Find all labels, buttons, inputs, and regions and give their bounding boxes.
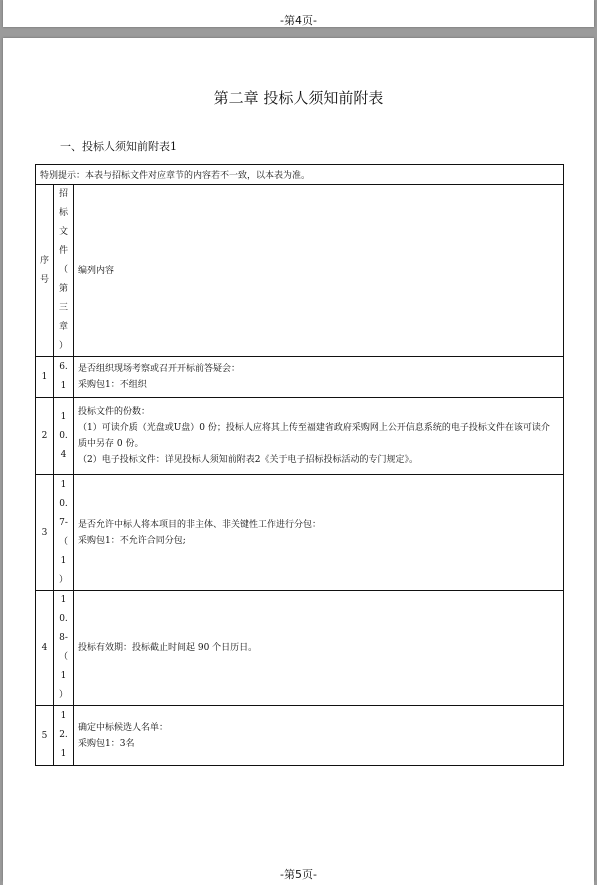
row-ref-char: 1 [60, 479, 67, 490]
section-title: 一、投标人须知前附表1 [60, 140, 177, 153]
row-ref [54, 475, 74, 591]
content-line: 采购包1：不允许合同分包; [78, 535, 186, 546]
row-seq: 3 [36, 475, 54, 591]
row-ref-char: 1 [60, 555, 67, 566]
header-seq-char: 号 [39, 274, 49, 285]
table-row [36, 475, 564, 591]
header-ref-char: 标 [58, 208, 68, 218]
bid-instructions-table [35, 164, 564, 766]
table-row [36, 398, 564, 475]
row-ref [54, 706, 74, 766]
row-ref-char: （ [58, 652, 68, 662]
table-row [36, 591, 564, 706]
row-content [74, 475, 564, 591]
row-ref-char: 1 [60, 749, 67, 759]
content-line: 采购包1：3名 [78, 738, 135, 749]
header-ref-char: 章 [58, 322, 68, 332]
row-ref-char: 1 [60, 711, 67, 721]
row-ref-char: 1 [60, 381, 67, 391]
header-content: 编列内容 [74, 185, 564, 357]
content-line: 是否允许中标人将本项目的非主体、非关键性工作进行分包： [78, 519, 322, 530]
header-ref-char: ） [58, 341, 68, 351]
row-ref [54, 591, 74, 706]
row-ref-char: 0. [59, 498, 68, 509]
row-ref-char: 7- [59, 517, 68, 528]
page-number-previous: -第4页- [280, 14, 317, 27]
content-line: 确定中标候选人名单： [78, 722, 169, 733]
content-line: 采购包1：不组织 [78, 380, 147, 390]
row-ref-char: 1 [60, 411, 67, 422]
content-line: 投标文件的份数： [78, 407, 151, 417]
row-ref-char: 8- [59, 633, 68, 643]
row-content [74, 706, 564, 766]
header-row [36, 185, 564, 357]
notice-text: 特别提示：本表与招标文件对应章节的内容若不一致，以本表为准。 [36, 165, 564, 185]
row-seq: 2 [36, 398, 54, 475]
notice-row [36, 165, 564, 185]
row-ref-char: （ [58, 536, 68, 547]
row-content [74, 591, 564, 706]
table-row [36, 706, 564, 766]
row-ref-char: 0. [59, 614, 68, 624]
header-ref-char: 件 [58, 246, 68, 256]
row-ref-char: ） [58, 690, 68, 700]
header-ref-char: 三 [58, 303, 68, 313]
header-ref-char: 文 [58, 227, 68, 237]
row-ref-char: 6. [59, 362, 68, 372]
row-ref-char: 1 [60, 595, 67, 605]
content-line: （2）电子投标文件：详见投标人须知前附表2《关于电子招标投标活动的专门规定》。 [78, 455, 418, 465]
content-line: 投标有效期：投标截止时间起 90 个日历日。 [78, 643, 258, 653]
row-ref-char: 1 [60, 671, 67, 681]
header-ref [54, 185, 74, 357]
row-ref [54, 357, 74, 398]
row-seq: 4 [36, 591, 54, 706]
row-ref [54, 398, 74, 475]
row-ref-char: 0. [59, 430, 68, 441]
page-number-current: -第5页- [280, 868, 317, 881]
header-seq-char: 序 [39, 255, 49, 266]
content-line: 是否组织现场考察或召开开标前答疑会： [78, 364, 241, 374]
row-ref-char: ） [58, 574, 68, 585]
chapter-title: 第二章 投标人须知前附表 [213, 89, 384, 107]
header-ref-char: （ [58, 265, 68, 275]
header-ref-char: 第 [58, 284, 68, 294]
header-seq [36, 185, 54, 357]
row-seq: 5 [36, 706, 54, 766]
row-seq: 1 [36, 357, 54, 398]
content-line: （1）可读介质（光盘或U盘）0 份；投标人应将其上传至福建省政府采购网上公开信息系统的电子投标文件在该可读介质中另存 0 份。 [78, 423, 550, 449]
header-ref-char: 招 [58, 189, 68, 199]
table-row [36, 357, 564, 398]
row-content [74, 357, 564, 398]
row-ref-char: 2. [59, 730, 68, 740]
row-ref-char: 4 [60, 449, 67, 460]
row-content [74, 398, 564, 475]
